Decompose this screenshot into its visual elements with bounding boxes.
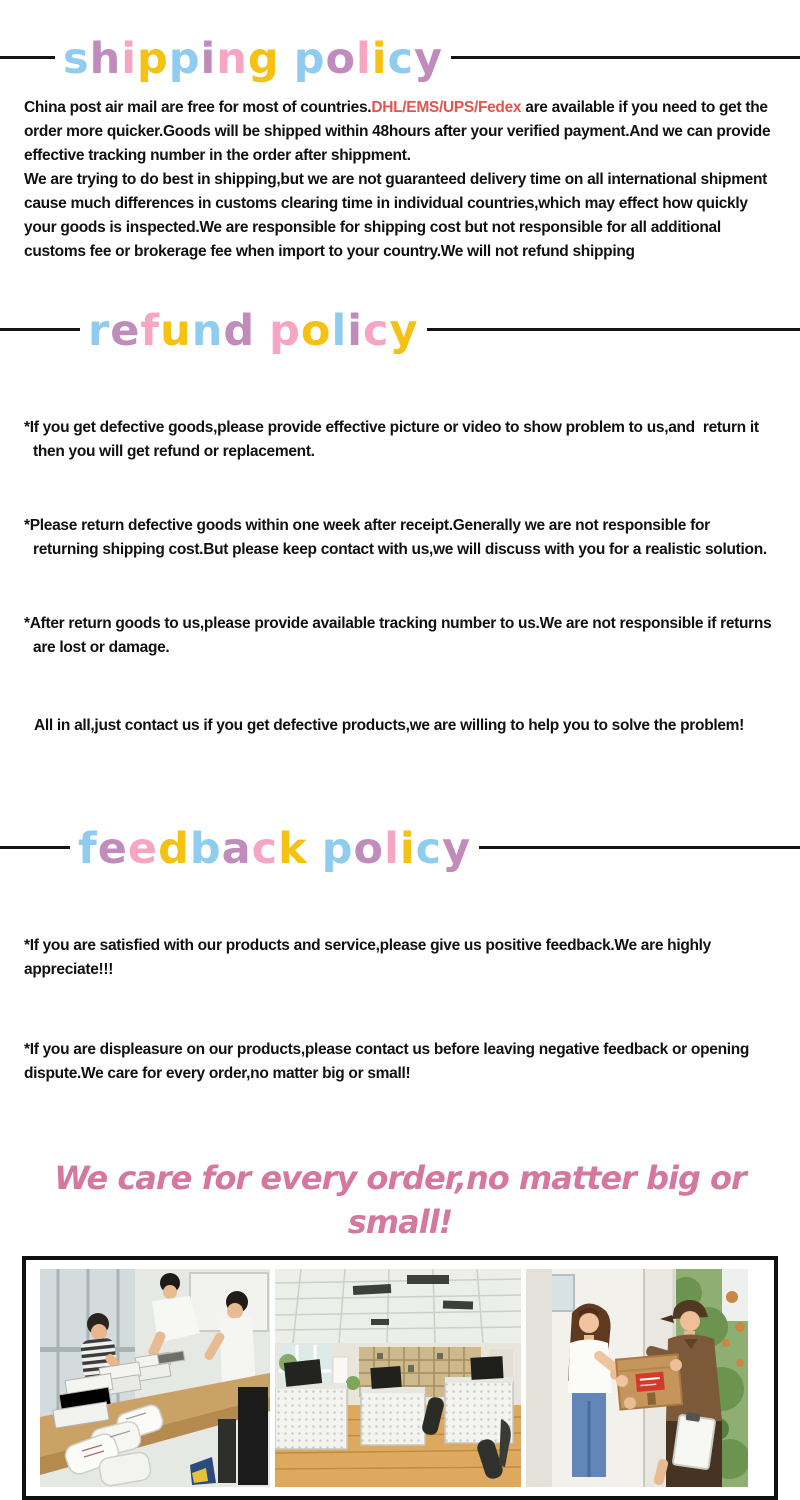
refund-policy-title-row bbox=[0, 300, 800, 358]
shipping-policy-section bbox=[0, 28, 800, 264]
feedback-paragraph-2: *If you are displeasure on our products,please contact us before leaving negative feedback or opening dispute.We care for every order,no matter big or small! bbox=[24, 1038, 776, 1086]
feedback-policy-heading: feedback policy bbox=[78, 828, 471, 871]
courier-delivery-photo bbox=[526, 1269, 748, 1487]
shipping-policy-heading: shipping policy bbox=[63, 38, 443, 81]
feedback-paragraph-1: *If you are satisfied with our products and service,please give us positive feedback.We are highly appreciate!!! bbox=[24, 934, 776, 982]
care-slogan: We care for every order,no matter big or small! bbox=[0, 1156, 800, 1244]
title-line-right bbox=[451, 56, 800, 59]
title-line-right bbox=[427, 328, 800, 331]
title-line-left bbox=[0, 846, 70, 849]
shipping-paragraph-1 bbox=[24, 96, 776, 168]
refund-bullet-3: *After return goods to us,please provide available tracking number to us.We are not responsible if returns are lost or damage. bbox=[24, 612, 776, 660]
photo-strip bbox=[22, 1256, 778, 1500]
title-line-left bbox=[0, 328, 80, 331]
refund-bullet-1: *If you get defective goods,please provide effective picture or video to show problem to us,and return it then you will get refund or replacement. bbox=[24, 416, 776, 464]
title-line-right bbox=[479, 846, 800, 849]
refund-bullet-2: *Please return defective goods within one week after receipt.Generally we are not responsible for returning shipping cost.But please keep contact with us,we will discuss with you for a realistic solution. bbox=[24, 514, 776, 562]
refund-closing-line: All in all,just contact us if you get defective products,we are willing to help you to solve the problem! bbox=[24, 714, 776, 738]
shipping-text-after: are available if you need to get the order more quicker.Goods will be shipped within 48hours after your verified payment.And we can provide effective tracking number in the order after shippment. bbox=[24, 99, 774, 164]
warehouse-packing-photo bbox=[40, 1269, 270, 1487]
feedback-policy-section bbox=[0, 818, 800, 1134]
title-line-left bbox=[0, 56, 55, 59]
refund-policy-section bbox=[0, 300, 800, 786]
office-interior-photo bbox=[275, 1269, 521, 1487]
shipping-text-before: China post air mail are free for most of countries. bbox=[24, 99, 371, 116]
carriers-highlight: DHL/EMS/UPS/Fedex bbox=[371, 99, 521, 116]
shipping-policy-title-row bbox=[0, 28, 800, 86]
shipping-paragraph-2: We are trying to do best in shipping,but we are not guaranteed delivery time on all international shipment cause much differences in customs clearing time in individual countries,which may effect how quickly your goods is inspected.We are responsible for shipping cost but not responsible for all additional customs fee or brokerage fee when import to your country.We will not refund shipping bbox=[24, 168, 776, 264]
refund-policy-heading: refund policy bbox=[88, 310, 419, 353]
feedback-policy-title-row bbox=[0, 818, 800, 876]
